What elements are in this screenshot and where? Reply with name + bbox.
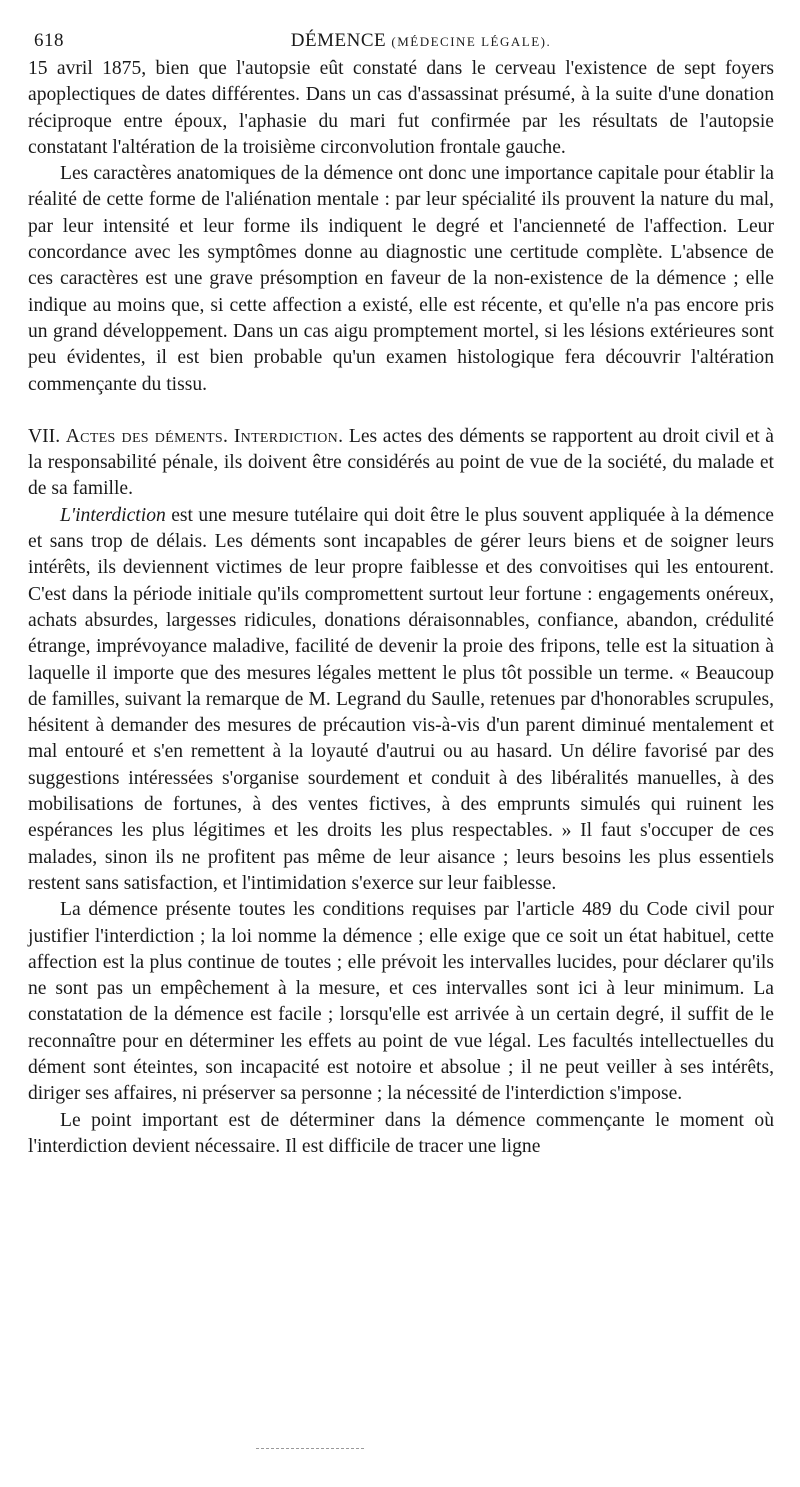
paragraph-anatomical-characters: Les caractères anatomiques de la démence ont donc une importance capitale pour établir la réalité de cette forme de l'aliénation mentale : par leur spécialité ils prouvent la nature du mal, par leur intensité et leur forme ils indiquent le degré et l'ancienneté de l'affection. Leur concordance avec les symptômes donne au diagnostic une certitude complète. L'absence de ces caractères est une grave présomption en faveur de la non-existence de la démence ; elle indique au moins que, si cette affection a existé, elle est récente, et qu'elle n'a pas encore pris un grand développement. Dans un cas aigu promptement mortel, si les lésions extérieures sont peu évidentes, il est bien probable qu'un examen histologique fera découvrir l'altération commençante du tissu. [28,163,774,395]
section-number: VII. [28,425,61,447]
section-vii-text: Les actes des déments se rapportent au droit civil et à la responsabilité pénale, ils doivent être considérés au point de vue de la société, du malade et de sa famille. [28,425,774,500]
paragraph-interdiction-text: est une mesure tutélaire qui doit être le plus souvent appliquée à la démence et sans trop de délais. Les déments sont incapables de gérer leurs biens et de soigner leurs intérêts, ils deviennent victimes de leur propre faiblesse et des convoitises qui les entourent. C'est dans la période initiale qu'ils compromettent surtout leur fortune : engagements onéreux, achats absurdes, largesses ridicules, donations déraisonnables, confiance, abandon, crédulité étrange, imprévoyance maladive, facilité de devenir la proie des fripons, telle est la situation à laquelle il importe que des mesures légales mettent le plus tôt possible un terme. « Beaucoup de familles, suivant la remarque de M. Legrand du Saulle, retenues par d'honorables scrupules, hésitent à demander des mesures de précaution vis-à-vis d'un parent diminué mentalement et mal entouré et s'en remettent à la loyauté d'autrui ou au hasard. Un délire favorisé par des suggestions intéressées s'organise sourdement et conduit à des libéralités manuelles, à des mobilisations de fortunes, à des ventes fictives, à des emprunts simulés qui ruinent les espérances les plus légitimes et les droits les plus respectables. » Il faut s'occuper de ces malades, sinon ils ne profitent pas même de leur aisance ; leurs besoins les plus essentiels restent sans satisfaction, et l'intimidation s'exerce sur leur faiblesse. [28,504,774,894]
running-head [28,30,774,56]
section-vii-paragraph [28,424,774,503]
paragraph-code-civil: La démence présente toutes les conditions requises par l'article 489 du Code civil pour justifier l'interdiction ; la loi nomme la démence ; elle exige que ce soit un état habituel, cette affection est la plus continue de toutes ; elle prévoit les intervalles lucides, pour déclarer qu'ils ne sont pas un empêchement à la mesure, et ces intervalles sont ici à leur minimum. La constatation de la démence est facile ; lorsqu'elle est arrivée à un certain degré, il suffit de le reconnaître pour en déterminer les effets au point de vue légal. Les facultés intellectuelles du dément sont éteintes, son incapacité est notoire et absolue ; il ne peut veiller à ses intérêts, diriger ses affaires, ni préserver sa personne ; la nécessité de l'interdiction s'impose. [28,899,774,1105]
running-title-main: DÉMENCE [290,30,387,51]
italic-term-interdiction: L'interdiction [60,504,166,526]
page [28,30,774,1160]
page-number: 618 [34,30,64,51]
paragraph-important-point: Le point important est de déterminer dans la démence commençante le moment où l'interdiction devient nécessaire. Il est difficile de tracer une ligne [28,1109,774,1157]
paragraph-continued: 15 avril 1875, bien que l'autopsie eût constaté dans le cerveau l'existence de sept foyers apoplectiques de dates différentes. Dans un cas d'assassinat présumé, à la suite d'une donation réciproque entre époux, l'aphasie du mari fut confirmée par les résultats de l'autopsie constatant l'altération de la troisième circonvolution frontale gauche. [28,58,774,158]
footer-rule [256,1448,364,1449]
paragraph-interdiction [28,503,774,897]
running-title [28,30,774,52]
section-subtitle: Interdiction. [233,425,344,447]
body-text [28,56,774,1160]
section-title: Actes des déments. [65,425,229,447]
running-title-sub: (MÉDECINE LÉGALE). [391,34,552,49]
section-gap [28,398,774,424]
